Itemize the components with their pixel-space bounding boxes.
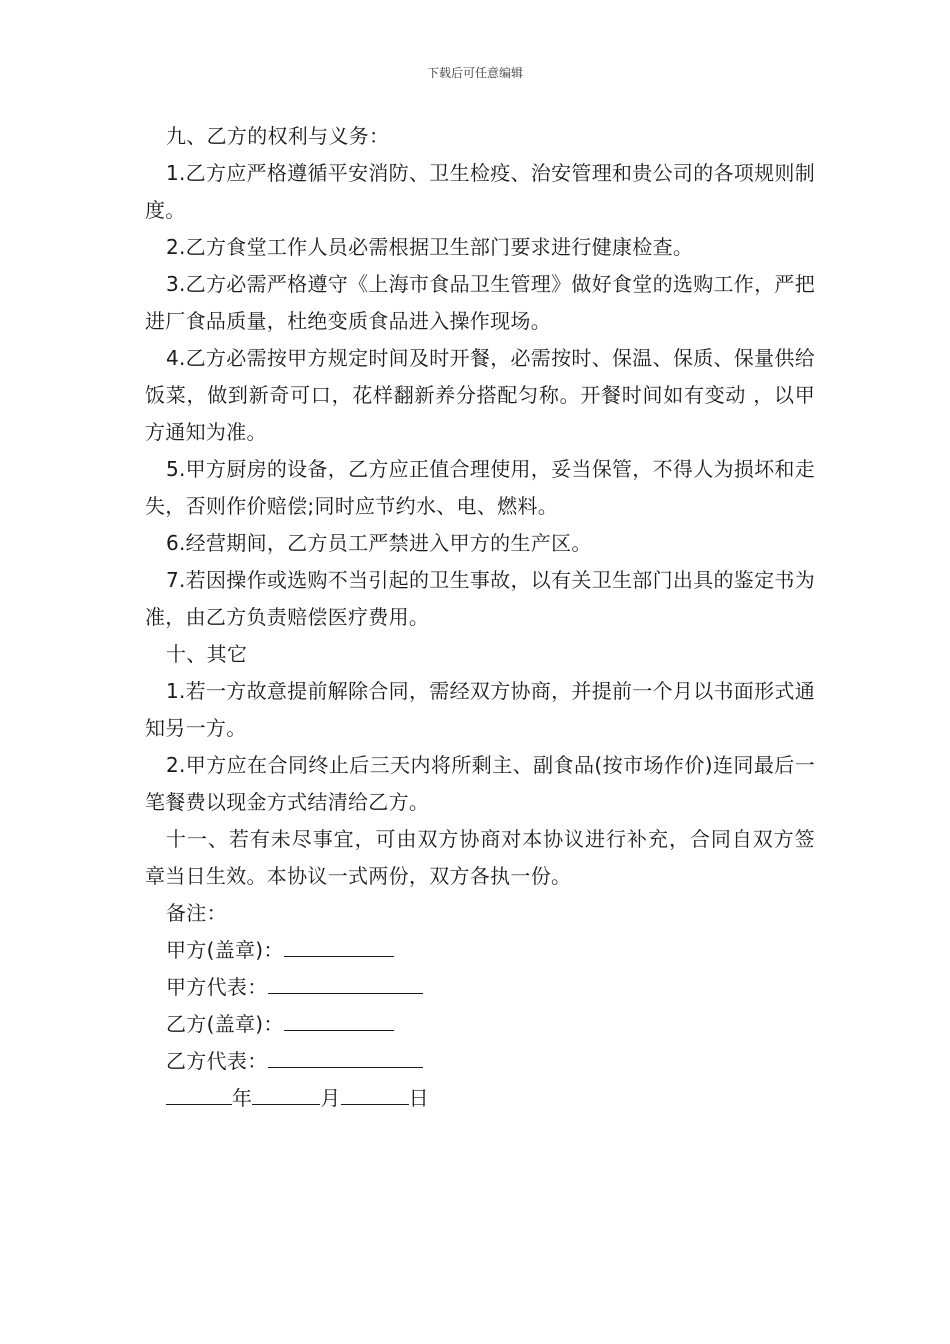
page-header-note: 下载后可任意编辑 [426,66,523,80]
party-b-seal-line [145,1006,815,1043]
section-9-item-2: 2.乙方食堂工作人员必需根据卫生部门要求进行健康检查。 [166,235,694,259]
party-b-seal-label: 乙方(盖章)： [166,1012,284,1036]
party-b-rep-label: 乙方代表： [166,1049,268,1073]
party-a-seal-line [145,932,815,969]
day-blank[interactable] [341,1080,409,1105]
party-a-rep-line [145,969,815,1006]
section-9-item-4: 4.乙方必需按甲方规定时间及时开餐，必需按时、保温、保质、保量供给饭菜，做到新奇可口，花样翻新养分搭配匀称。开餐时间如有变动 ，以甲方通知为准。 [145,346,815,444]
remark-label [145,895,815,932]
section-9-item-1: 1.乙方应严格遵循平安消防、卫生检疫、治安管理和贵公司的各项规则制度。 [145,161,815,222]
date-line [145,1080,815,1117]
party-b-seal-blank[interactable] [284,1006,394,1031]
section-10-item-2: 2.甲方应在合同终止后三天内将所剩主、副食品(按市场作价)连同最后一笔餐费以现金方式结清给乙方。 [145,753,815,814]
document-body [145,118,815,1117]
month-blank[interactable] [252,1080,320,1105]
day-label: 日 [408,1086,429,1110]
party-a-seal-blank[interactable] [284,932,394,957]
year-label: 年 [232,1086,253,1110]
party-a-rep-label: 甲方代表： [166,975,268,999]
party-a-seal-label: 甲方(盖章)： [166,938,284,962]
remark-text: 备注： [166,901,227,925]
section-10-title: 十、其它 [166,642,248,666]
section-9-item-6: 6.经营期间，乙方员工严禁进入甲方的生产区。 [166,531,592,555]
section-9-item-7: 7.若因操作或选购不当引起的卫生事故，以有关卫生部门出具的鉴定书为准，由乙方负责赔偿医疗费用。 [145,568,815,629]
section-9-item-5: 5.甲方厨房的设备，乙方应正值合理使用，妥当保管，不得人为损坏和走失，否则作价赔偿;同时应节约水、电、燃料。 [145,457,815,518]
month-label: 月 [320,1086,341,1110]
section-11-text: 十一、若有未尽事宜，可由双方协商对本协议进行补充，合同自双方签章当日生效。本协议一式两份，双方各执一份。 [145,827,815,888]
party-b-rep-blank[interactable] [268,1043,423,1068]
year-blank[interactable] [166,1080,232,1105]
section-9-title: 九、乙方的权利与义务： [166,124,390,148]
section-10-item-1: 1.若一方故意提前解除合同，需经双方协商，并提前一个月以书面形式通知另一方。 [145,679,815,740]
party-a-rep-blank[interactable] [268,969,423,994]
party-b-rep-line [145,1043,815,1080]
section-9-item-3: 3.乙方必需严格遵守《上海市食品卫生管理》做好食堂的选购工作，严把进厂食品质量，杜绝变质食品进入操作现场。 [145,272,815,333]
